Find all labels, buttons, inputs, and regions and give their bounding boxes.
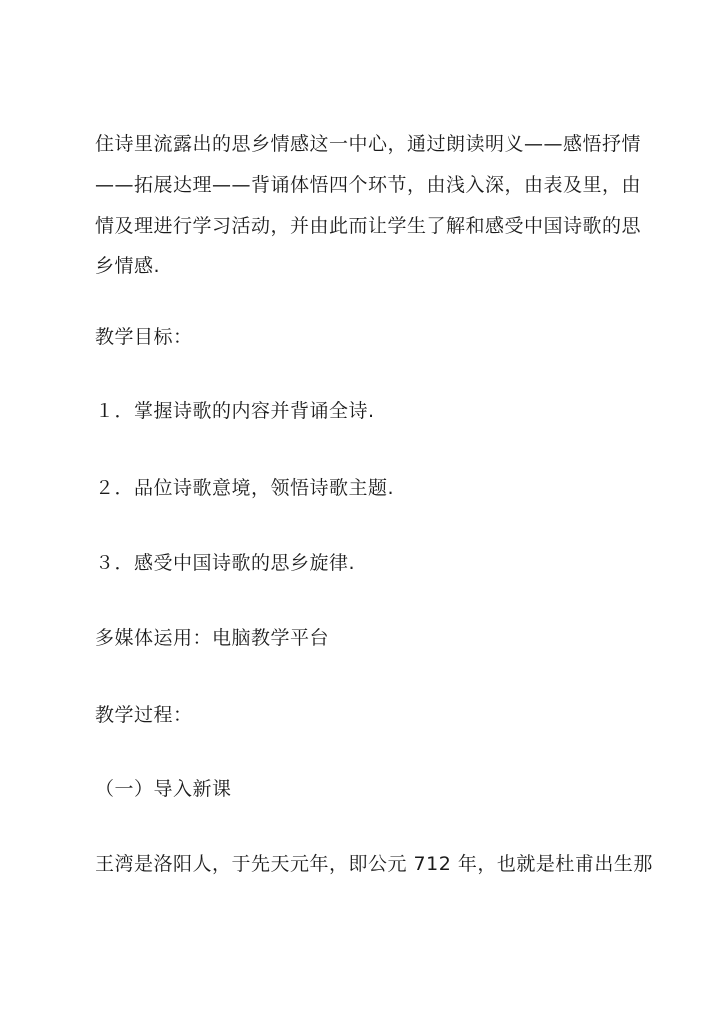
intro-line-4: 乡情感. [95,255,161,277]
intro-line-2: ——拓展达理——背诵体悟四个环节，由浅入深，由表及里，由 [95,174,642,196]
multimedia-line: 多媒体运用：电脑教学平台 [95,627,330,649]
objective-item-2: ２．品位诗歌意境，领悟诗歌主题. [95,477,395,499]
section-1-heading: （一）导入新课 [95,778,232,800]
section-1-paragraph-line-1: 王湾是洛阳人，于先天元年，即公元 712 年，也就是杜甫出生那 [95,853,653,875]
intro-line-1: 住诗里流露出的思乡情感这一中心，通过朗读明义——感悟抒情 [95,133,642,155]
intro-line-3: 情及理进行学习活动，并由此而让学生了解和感受中国诗歌的思 [95,215,642,237]
objectives-heading: 教学目标： [95,326,193,348]
objective-item-3: ３．感受中国诗歌的思乡旋律. [95,552,356,574]
objective-item-1: １．掌握诗歌的内容并背诵全诗. [95,400,375,422]
process-heading: 教学过程： [95,704,193,726]
